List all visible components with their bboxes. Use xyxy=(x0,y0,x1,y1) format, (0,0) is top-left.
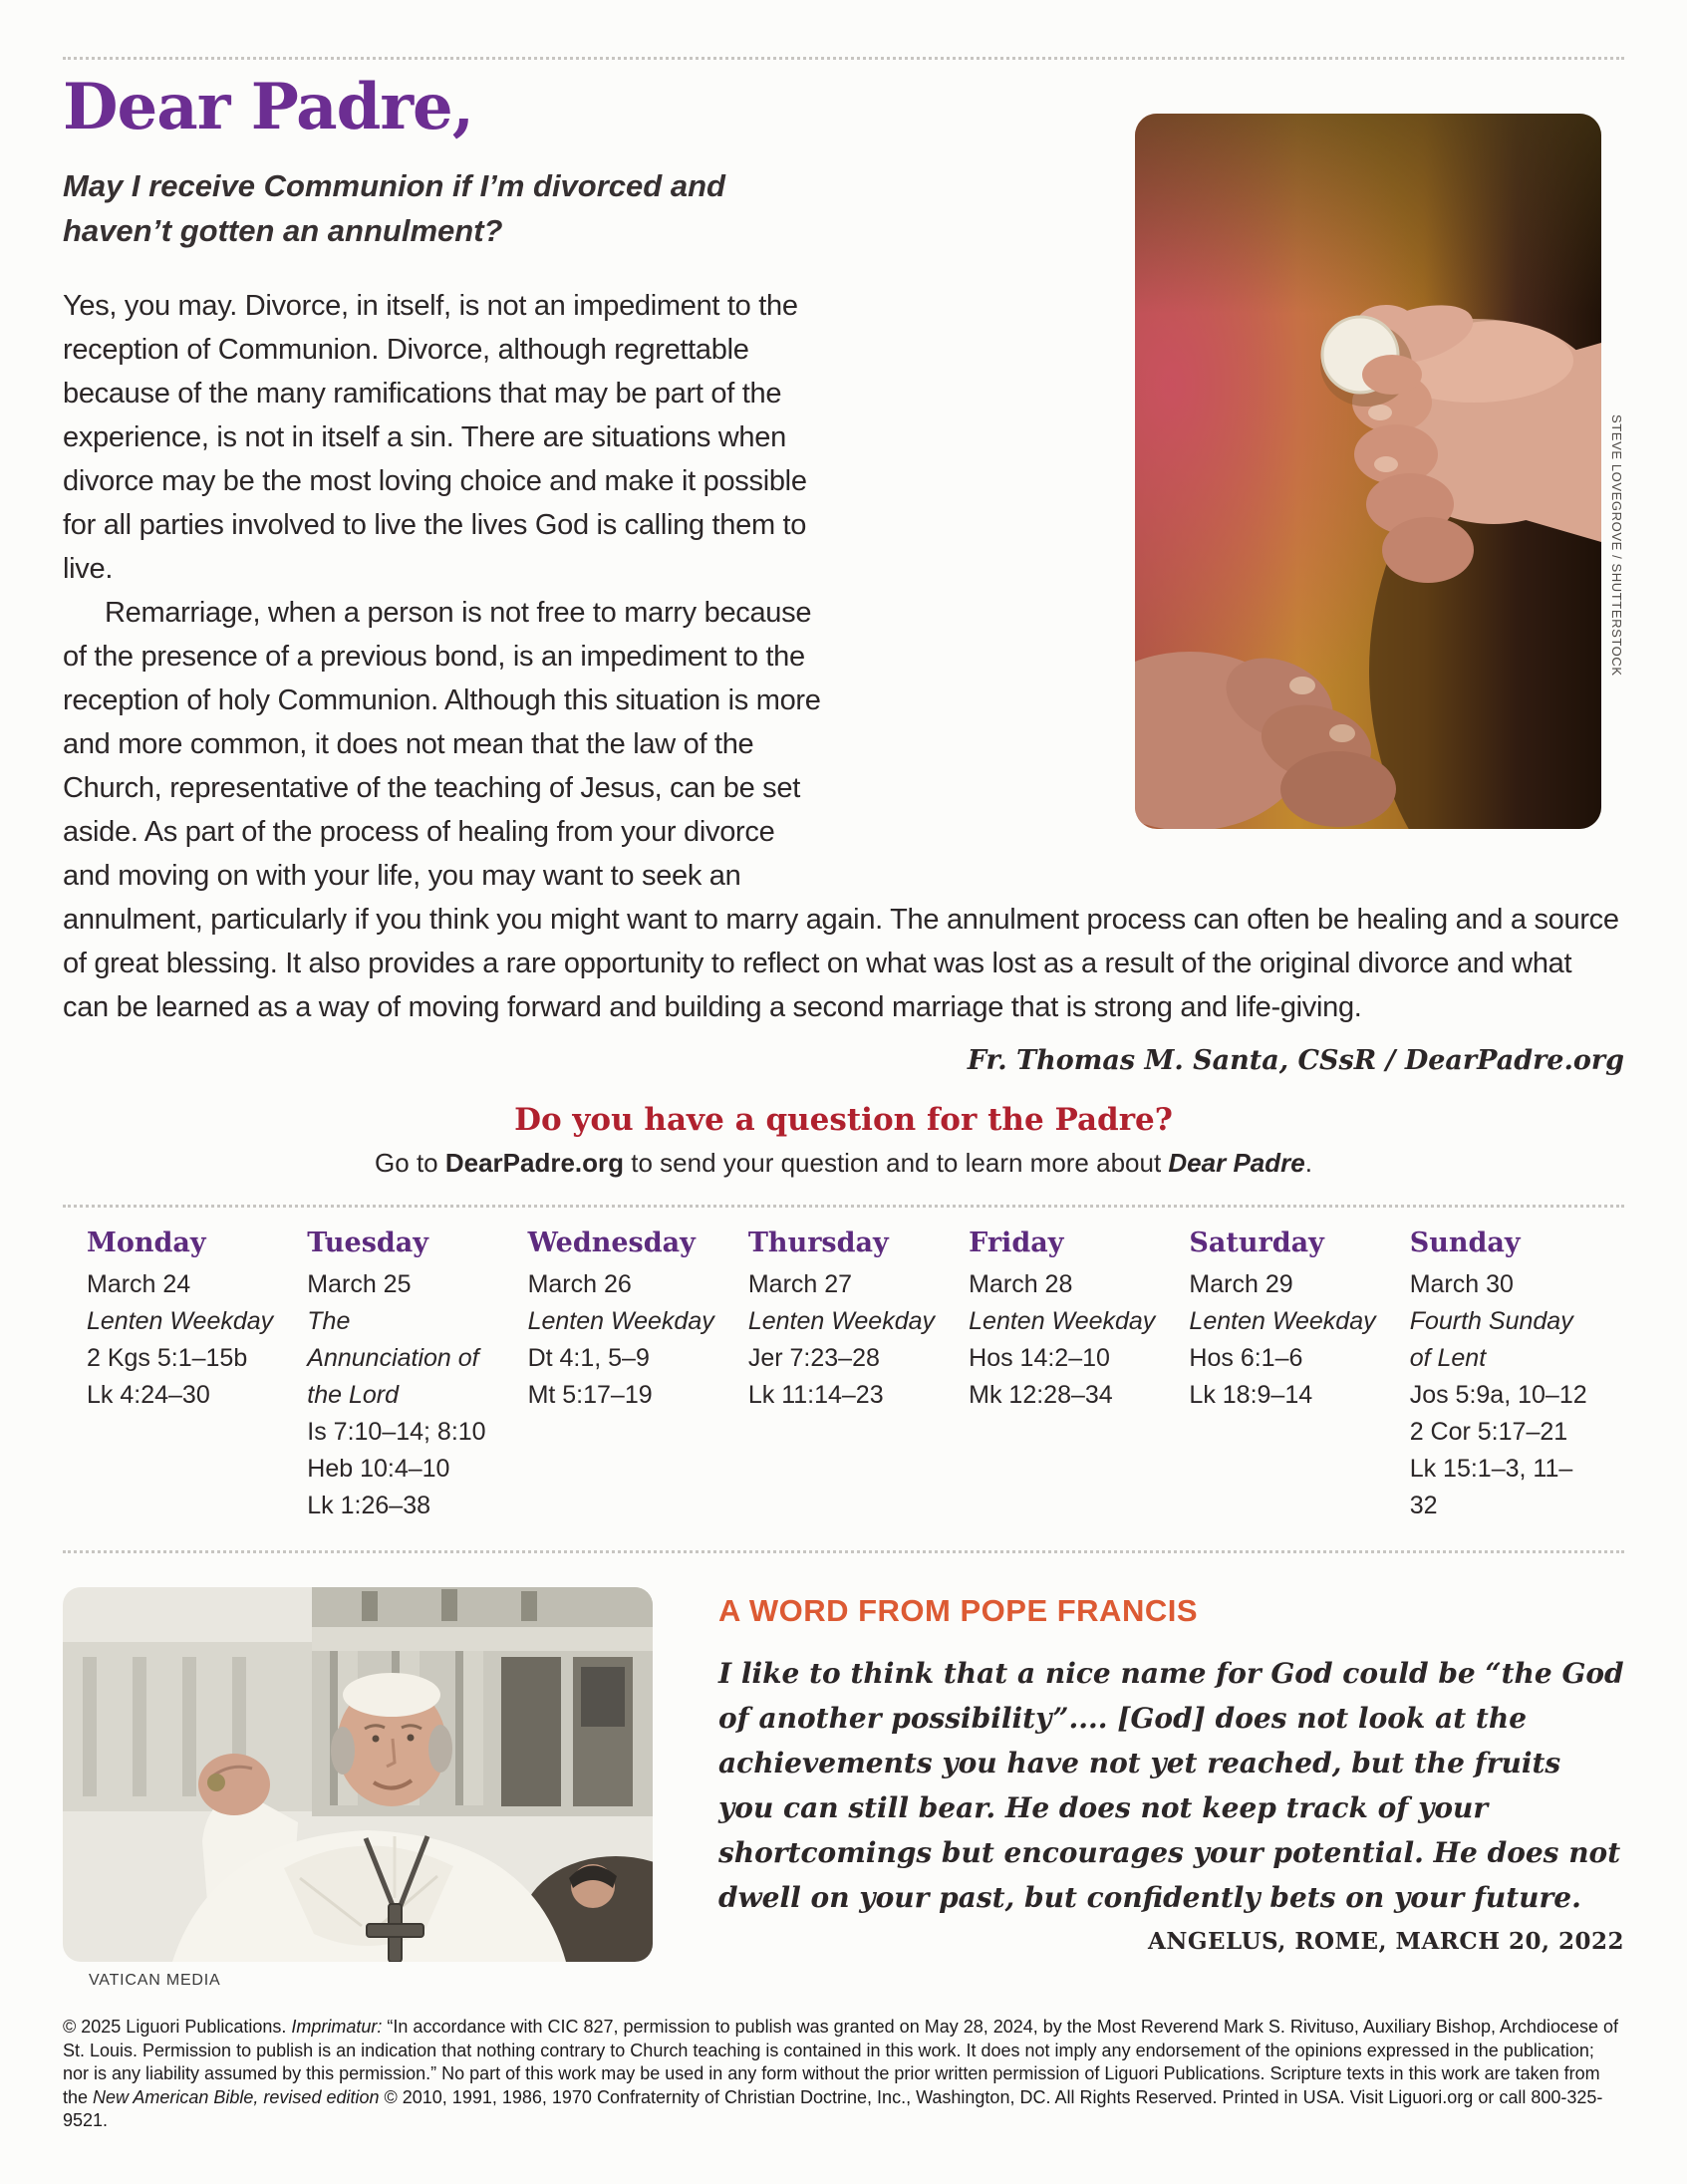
communion-photo xyxy=(1135,114,1601,829)
day-reading: Mt 5:17–19 xyxy=(527,1381,653,1410)
divider-calendar-bottom xyxy=(63,1550,1624,1553)
day-date: March 25 xyxy=(307,1270,412,1299)
article-paragraph: Yes, you may. Divorce, in itself, is not an impediment to the reception of Communion. Divorce, although regrettable because of the many ramifications that may be part of the experience, is not in itself a sin. There are situations when divorce may be the most loving choice and make it possible for all parties involved to live the lives God is calling them to live. xyxy=(63,290,807,586)
communion-photo-credit: STEVE LOVEGROVE / SHUTTERSTOCK xyxy=(1609,414,1624,677)
day-name: Thursday xyxy=(747,1228,889,1259)
question-callout-subline xyxy=(63,1148,1624,1179)
calendar-day-tuesday xyxy=(307,1228,497,1524)
day-reading: 2 Kgs 5:1–15b xyxy=(87,1344,248,1373)
day-name: Monday xyxy=(87,1228,206,1259)
question-callout xyxy=(63,1102,1624,1179)
day-name: Friday xyxy=(969,1228,1064,1259)
pope-photo-art xyxy=(63,1587,653,1962)
calendar-day-wednesday xyxy=(528,1228,718,1524)
pope-quote: I like to think that a nice name for God could be “the God of another possibility”.... [God] does not look at the achievements you have not yet reached, but the fruits you can still bear. He does not keep track of your shortcomings but encourages your potential. He does not dwell on your past, but confidently bets on your future. xyxy=(718,1657,1624,1915)
communion-photo-art xyxy=(1135,114,1601,829)
article-paragraph: Remarriage, when a person is not free to marry because of the presence of a previous bond, is an impediment to the reception of holy Communion. Although this situation is more and more common, it does not mean that the law of the Church, representative of the teaching of Jesus, can be set aside. As part of the process of healing from your divorce and moving on with your life, you may want to seek an annulment, particularly if you think you might want to marry again. The annulment process can often be healing and a source of great blessing. It also provides a rare opportunity to reflect on what was lost as a result of the original divorce and what can be learned as a way of moving forward and building a second marriage that is strong and life-giving. xyxy=(63,597,1619,1024)
day-date: March 30 xyxy=(1409,1270,1514,1299)
pope-photo-credit: VATICAN MEDIA xyxy=(89,1972,221,1990)
bible-title: New American Bible, revised edition xyxy=(93,2086,380,2107)
day-reading: Hos 6:1–6 xyxy=(1189,1344,1303,1373)
article-byline: Fr. Thomas M. Santa, CSsR / DearPadre.org xyxy=(967,1045,1624,1077)
article-question: May I receive Communion if I’m divorced and haven’t gotten an annulment? xyxy=(63,168,725,249)
day-feast: Lenten Weekday xyxy=(87,1307,274,1336)
day-feast: Fourth Sunday of Lent xyxy=(1409,1307,1573,1373)
day-reading: Mk 12:28–34 xyxy=(969,1381,1113,1410)
day-reading: Jer 7:23–28 xyxy=(747,1344,880,1373)
day-reading: Lk 4:24–30 xyxy=(87,1381,210,1410)
day-date: March 24 xyxy=(87,1270,191,1299)
imprimatur-label: Imprimatur: xyxy=(291,2017,383,2038)
day-reading: Lk 15:1–3, 11–32 xyxy=(1409,1455,1573,1520)
day-name: Sunday xyxy=(1409,1228,1521,1259)
day-feast: The Annunciation of the Lord xyxy=(307,1307,479,1410)
day-feast: Lenten Weekday xyxy=(1189,1307,1376,1336)
dearpadre-url: DearPadre.org xyxy=(444,1148,625,1179)
day-reading: Dt 4:1, 5–9 xyxy=(527,1344,650,1373)
day-reading: Is 7:10–14; 8:10 xyxy=(307,1418,486,1447)
day-reading: Jos 5:9a, 10–12 xyxy=(1409,1381,1587,1410)
dear-padre-title: Dear Padre xyxy=(1168,1148,1305,1179)
day-reading: Hos 14:2–10 xyxy=(969,1344,1110,1373)
day-feast: Lenten Weekday xyxy=(747,1307,936,1336)
subline-text: Go to xyxy=(375,1148,445,1179)
fineprint-text: © 2010, 1991, 1986, 1970 Confraternity of Christian Doctrine, Inc., Washington, DC. All Rights Reserved. Printed in USA. Visit Liguori.org or call 800-325-9521. xyxy=(63,2086,1603,2131)
pope-quote-attribution: ANGELUS, ROME, MARCH 20, 2022 xyxy=(1148,1928,1624,1956)
day-reading: Lk 1:26–38 xyxy=(307,1492,430,1520)
day-feast: Lenten Weekday xyxy=(969,1307,1156,1336)
day-reading: Lk 18:9–14 xyxy=(1189,1381,1313,1410)
day-feast: Lenten Weekday xyxy=(527,1307,714,1336)
subline-text: . xyxy=(1304,1148,1312,1179)
communion-photo-block xyxy=(827,74,1624,866)
day-date: March 27 xyxy=(747,1270,853,1299)
pope-francis-section xyxy=(63,1587,1624,1990)
copyright-fineprint xyxy=(63,2016,1624,2133)
day-reading: 2 Cor 5:17–21 xyxy=(1409,1418,1568,1447)
calendar-day-sunday xyxy=(1410,1228,1600,1524)
fineprint-text: © 2025 Liguori Publications. xyxy=(63,2017,292,2038)
day-reading: Lk 11:14–23 xyxy=(747,1381,884,1410)
pope-section-heading: A WORD FROM POPE FRANCIS xyxy=(718,1593,1199,1629)
calendar-day-friday xyxy=(969,1228,1159,1524)
page-title: Dear Padre, xyxy=(63,70,474,144)
day-name: Wednesday xyxy=(527,1228,696,1259)
calendar-day-saturday xyxy=(1189,1228,1379,1524)
pope-quote-block xyxy=(718,1587,1624,1990)
calendar-day-thursday xyxy=(748,1228,939,1524)
day-name: Tuesday xyxy=(307,1228,428,1259)
subline-text: to send your question and to learn more about xyxy=(624,1148,1169,1179)
calendar-day-monday xyxy=(87,1228,277,1524)
day-name: Saturday xyxy=(1189,1228,1324,1259)
pope-photo xyxy=(63,1587,653,1962)
divider-top xyxy=(63,57,1624,60)
question-callout-heading: Do you have a question for the Padre? xyxy=(514,1102,1173,1139)
weekly-readings-calendar xyxy=(63,1208,1624,1550)
day-date: March 29 xyxy=(1189,1270,1293,1299)
fineprint-text: “In accordance with CIC 827, permission to publish was granted on May 28, 2024, by the Most Reverend Mark S. Rivituso, Auxiliary Bishop, Archdiocese of St. Louis. Permission to publish is an indication that nothing contrary to Church teaching is contained in this work. It does not imply any endorsement of the opinions expressed in the publication; nor is any liability assumed by this permission.” No part of this work may be used in any form without the prior written permission of Liguori Publications. Scripture texts in this work are taken from the xyxy=(63,2017,1619,2107)
pope-photo-block xyxy=(63,1587,653,1990)
dear-padre-article xyxy=(63,70,1624,1077)
day-date: March 26 xyxy=(527,1270,632,1299)
day-date: March 28 xyxy=(969,1270,1073,1299)
day-reading: Heb 10:4–10 xyxy=(307,1455,450,1484)
